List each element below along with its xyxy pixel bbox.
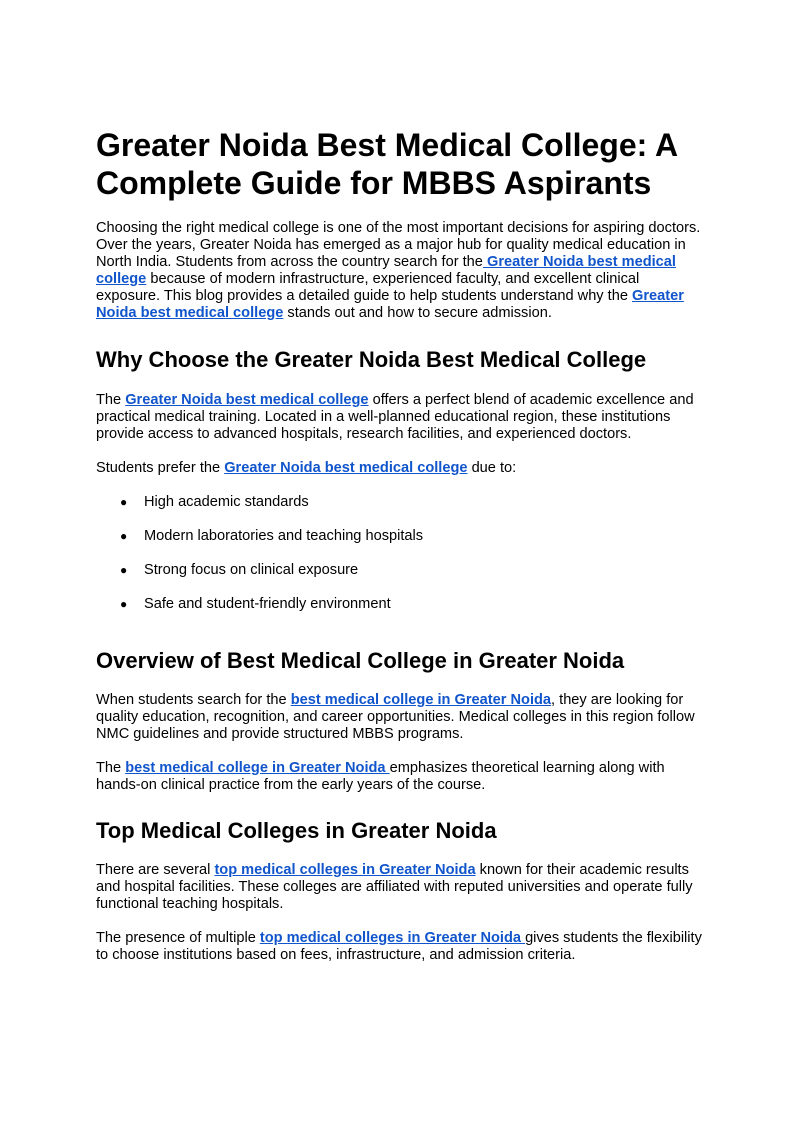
- list-item: [96, 494, 706, 511]
- bullet-icon: ●: [120, 495, 128, 509]
- overview-paragraph-1: [96, 692, 706, 743]
- top-paragraph-1: [96, 862, 706, 913]
- bullet-icon: ●: [120, 597, 128, 611]
- top-text: There are several: [96, 862, 215, 878]
- why-text: Students prefer the: [96, 460, 225, 476]
- why-paragraph-2: [96, 460, 706, 477]
- bullet-icon: ●: [120, 529, 128, 543]
- overview-text: , they are looking for quality education, recognition, and career opportunities. Medical colleges in this region follow NMC guidelines and provide structured MBBS programs.: [96, 692, 695, 742]
- overview-paragraph-2: [96, 760, 706, 794]
- page-title: Greater Noida Best Medical College: A Complete Guide for MBBS Aspirants: [96, 127, 677, 201]
- why-paragraph-1: [96, 392, 706, 443]
- why-text: offers a perfect blend of academic excellence and practical medical training. Located in a well-planned educational region, these institutions provide access to advanced hospitals, research facilities, and experienced doctors.: [96, 392, 694, 442]
- overview-link-2[interactable]: best medical college in Greater Noida: [125, 760, 390, 776]
- top-text: gives students the flexibility to choose institutions based on fees, infrastructure, and admission criteria.: [96, 930, 702, 963]
- top-paragraph-2: [96, 930, 706, 964]
- list-item: [96, 596, 706, 613]
- intro-text: Choosing the right medical college is one of the most important decisions for aspiring doctors. Over the years, Greater Noida has emerged as a major hub for quality medical education in North India. Students from across the country search for the: [96, 220, 701, 270]
- intro-link-2[interactable]: Greater Noida best medical college: [96, 288, 684, 321]
- section-heading-top: Top Medical Colleges in Greater Noida: [96, 818, 497, 843]
- list-item-text: Modern laboratories and teaching hospitals: [144, 528, 424, 544]
- list-item-text: High academic standards: [144, 494, 309, 510]
- top-text: known for their academic results and hospital facilities. These colleges are affiliated with reputed universities and operate fully functional teaching hospitals.: [96, 862, 693, 912]
- bullet-icon: ●: [120, 563, 128, 577]
- section-heading-overview: Overview of Best Medical College in Greater Noida: [96, 648, 625, 673]
- overview-text: emphasizes theoretical learning along with hands-on clinical practice from the early years of the course.: [96, 760, 665, 793]
- why-text: The: [96, 392, 126, 408]
- list-item: [96, 562, 706, 579]
- section-heading-why: Why Choose the Greater Noida Best Medical College: [96, 347, 647, 372]
- overview-text: When students search for the: [96, 692, 291, 708]
- why-bullet-list: [96, 494, 706, 613]
- document-page: [96, 126, 706, 964]
- top-link-2[interactable]: top medical colleges in Greater Noida: [259, 930, 526, 946]
- why-link-2[interactable]: Greater Noida best medical college: [224, 460, 468, 476]
- intro-link-1[interactable]: Greater Noida best medical college: [96, 254, 676, 287]
- intro-text: because of modern infrastructure, experienced faculty, and excellent clinical exposure. This blog provides a detailed guide to help students understand why the: [96, 271, 640, 304]
- overview-text: The: [96, 760, 126, 776]
- list-item-text: Safe and student-friendly environment: [144, 596, 391, 612]
- top-text: The presence of multiple: [96, 930, 260, 946]
- overview-link-1[interactable]: best medical college in Greater Noida: [290, 692, 552, 708]
- list-item: [96, 528, 706, 545]
- list-item-text: Strong focus on clinical exposure: [144, 562, 359, 578]
- why-link-1[interactable]: Greater Noida best medical college: [125, 392, 369, 408]
- why-text: due to:: [467, 460, 517, 476]
- intro-text: stands out and how to secure admission.: [283, 305, 552, 321]
- intro-paragraph: [96, 220, 706, 322]
- top-link-1[interactable]: top medical colleges in Greater Noida: [214, 862, 476, 878]
